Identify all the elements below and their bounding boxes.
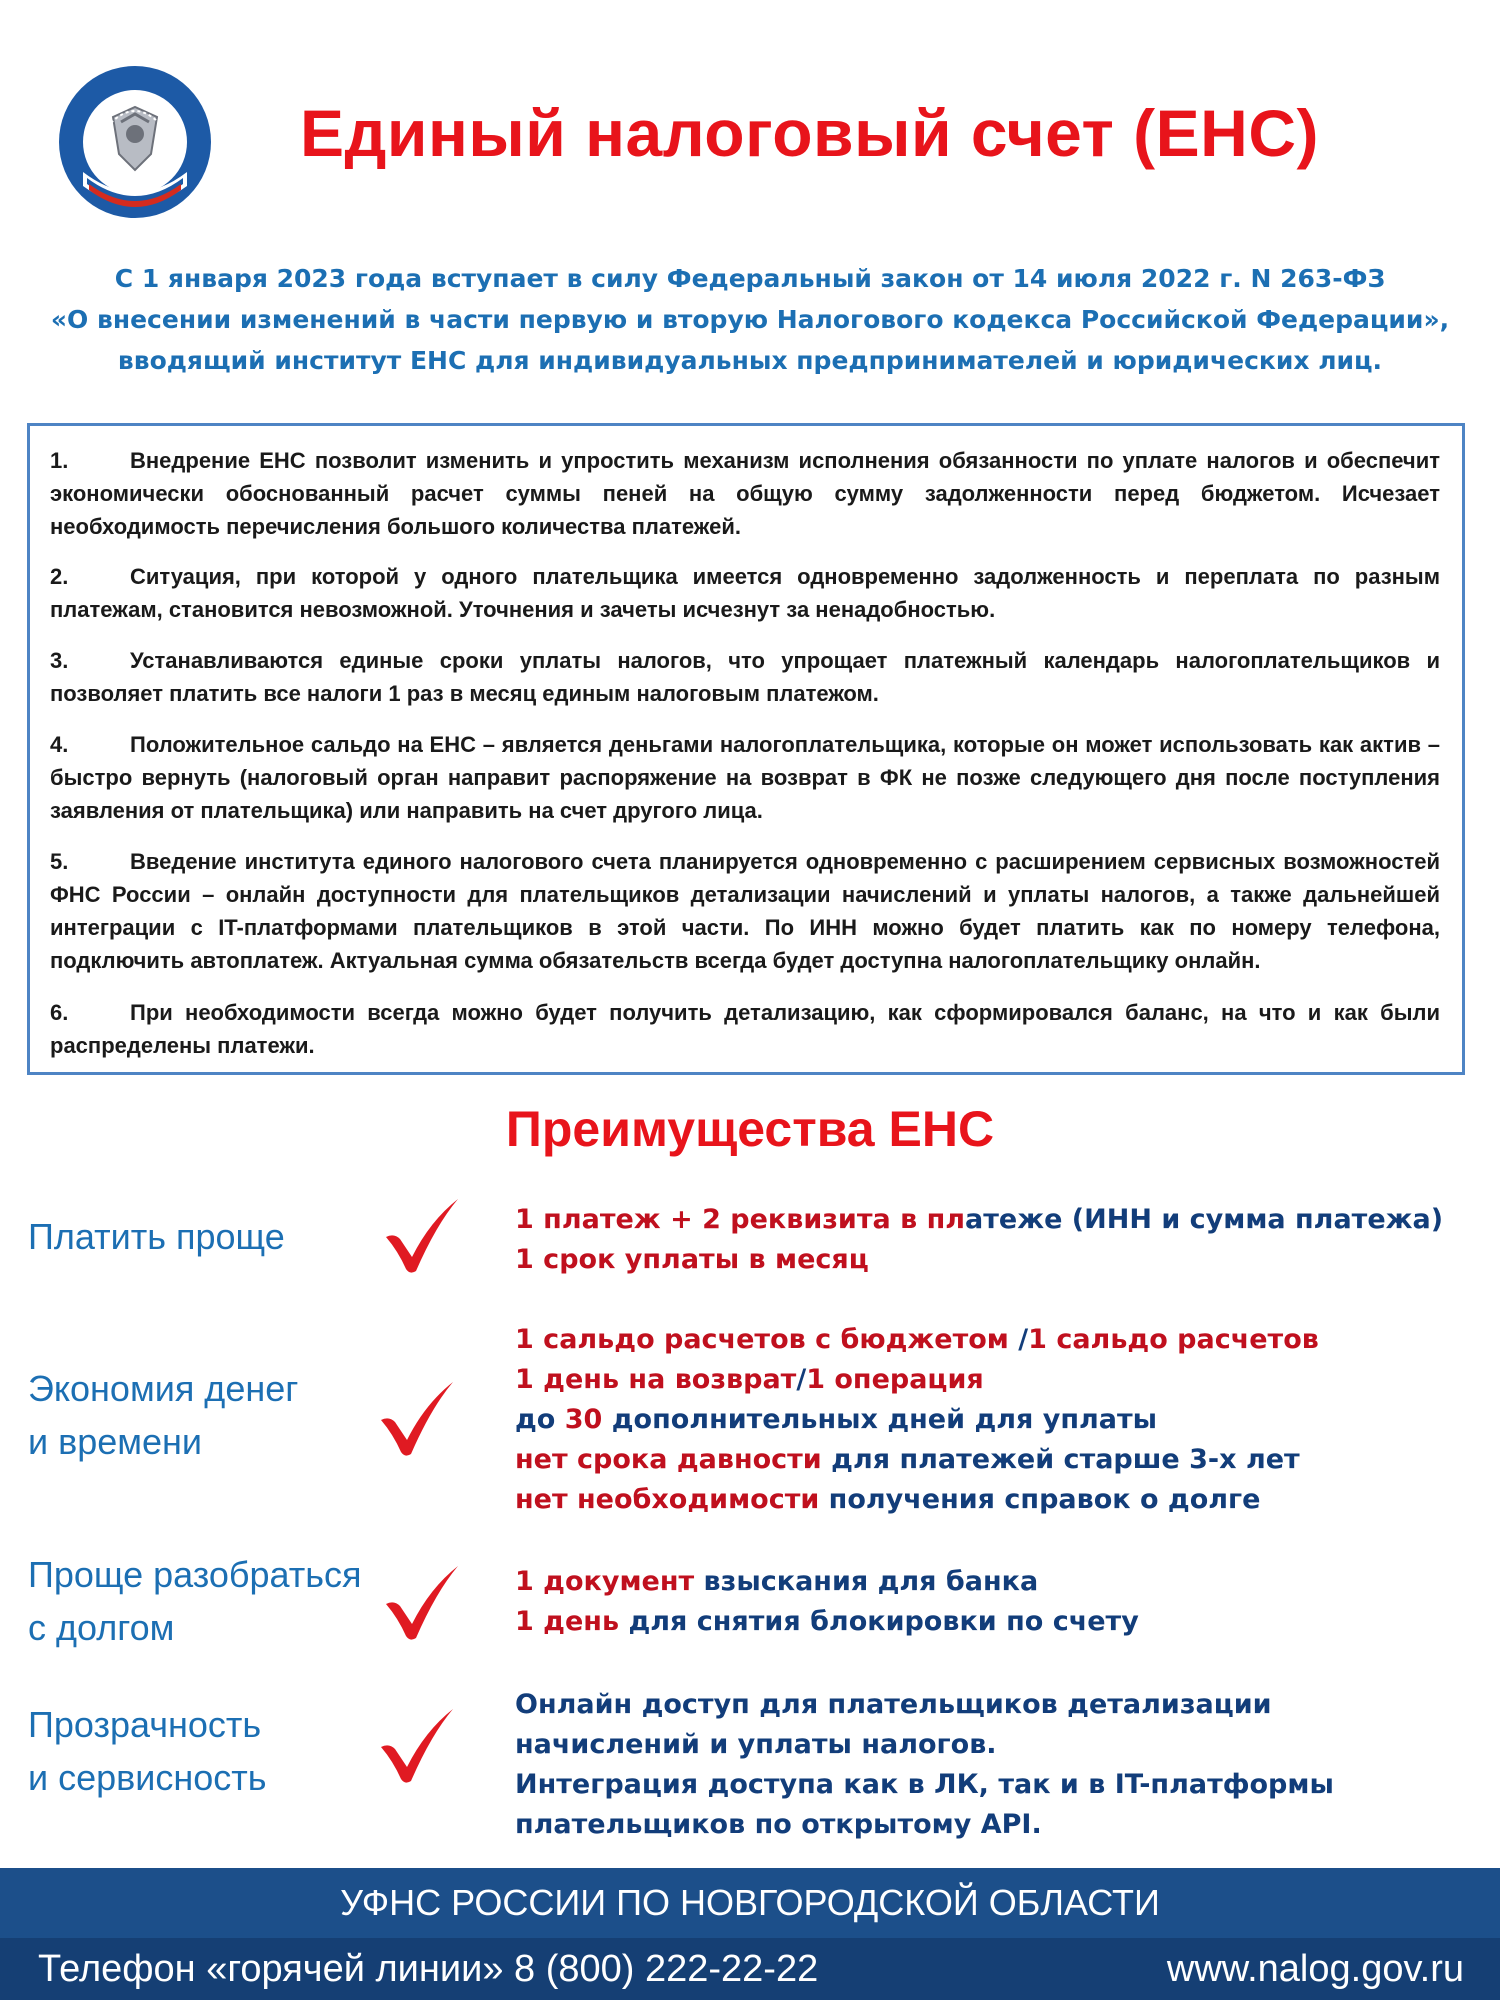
- advantage-label-line: Прозрачность: [28, 1704, 262, 1745]
- detail-fragment: для снятия блокировки по счету: [619, 1606, 1139, 1637]
- provision-item: [50, 444, 1440, 543]
- detail-line: начислений и уплаты налогов.: [515, 1729, 997, 1760]
- advantage-detail: [515, 1200, 1443, 1280]
- footer-org: УФНС РОССИИ ПО НОВГОРОДСКОЙ ОБЛАСТИ: [0, 1868, 1500, 1938]
- detail-fragment: /: [1018, 1324, 1029, 1355]
- detail-line: [515, 1440, 1319, 1480]
- provision-text: Введение института единого налогового счета планируется одновременно с расширением сервисных возможностей ФНС России – онлайн доступности для плательщиков детализации начислений и уплаты налогов, а также дальнейшей интеграции с IT-платформами плательщиков в этой части. По ИНН можно будет платить как по номеру телефона, подключить автоплатеж. Актуальная сумма обязательств всегда будет доступна налогоплательщику онлайн.: [50, 849, 1440, 973]
- detail-fragment: нет срока давности: [515, 1444, 822, 1475]
- detail-line: [515, 1240, 1443, 1280]
- detail-fragment: 1 операция: [806, 1364, 984, 1395]
- detail-fragment: /: [796, 1364, 807, 1395]
- detail-fragment: 1 день: [515, 1606, 620, 1637]
- provision-item: [50, 644, 1440, 710]
- advantage-detail: [515, 1685, 1334, 1845]
- detail-fragment: взыскания для банка: [694, 1566, 1039, 1597]
- detail-fragment: 1 сальдо расчетов: [1028, 1324, 1319, 1355]
- website-link[interactable]: www.nalog.gov.ru: [1166, 1948, 1464, 1990]
- detail-line: [515, 1480, 1319, 1520]
- advantage-label: [28, 1548, 362, 1654]
- intro-line: вводящий институт ЕНС для индивидуальных предпринимателей и юридических лиц.: [117, 346, 1383, 375]
- advantage-label-line: и времени: [28, 1421, 203, 1462]
- detail-fragment: 1 документ: [515, 1566, 695, 1597]
- checkmark-icon: [375, 1705, 455, 1785]
- detail-fragment: нет необходимости: [515, 1484, 820, 1515]
- detail-fragment: атеже (ИНН и сумма платежа): [965, 1204, 1444, 1235]
- provision-text: Внедрение ЕНС позволит изменить и упростить механизм исполнения обязанности по уплате налогов и обеспечит экономически обоснованный расчет суммы пеней на общую сумму задолженности перед бюджетом. Исчезает необходимость перечисления большого количества платежей.: [50, 448, 1440, 539]
- checkmark-icon: [375, 1378, 455, 1458]
- detail-fragment: 1 день на возврат: [515, 1364, 797, 1395]
- provision-number: 2.: [50, 564, 69, 589]
- footer-contacts: [0, 1938, 1500, 2000]
- provision-text: Устанавливаются единые сроки уплаты налогов, что упрощает платежный календарь налогоплательщиков и позволяет платить все налоги 1 раз в месяц единым налоговым платежом.: [50, 648, 1440, 706]
- provision-item: [50, 560, 1440, 626]
- advantage-label-line: Экономия денег: [28, 1368, 299, 1409]
- detail-fragment: дополнительных дней для уплаты: [602, 1404, 1158, 1435]
- advantage-label: [28, 1210, 285, 1263]
- advantage-label: [28, 1698, 267, 1804]
- intro-text: [40, 258, 1460, 381]
- detail-fragment: 1 платеж + 2 реквизита в пл: [515, 1204, 966, 1235]
- detail-fragment: 1 срок уплаты в месяц: [515, 1244, 869, 1275]
- detail-fragment: 1 сальдо расчетов с бюджетом: [515, 1324, 1019, 1355]
- advantage-label-line: Платить проще: [28, 1216, 285, 1257]
- detail-line: Интеграция доступа как в ЛК, так и в IT-платформы: [515, 1769, 1334, 1800]
- advantage-detail: [515, 1562, 1139, 1642]
- detail-fragment: получения справок о долге: [819, 1484, 1261, 1515]
- provision-item: [50, 845, 1440, 977]
- provision-item: [50, 996, 1440, 1062]
- provision-number: 5.: [50, 849, 69, 874]
- detail-fragment: до: [515, 1404, 565, 1435]
- detail-line: [515, 1200, 1443, 1240]
- detail-line: [515, 1320, 1319, 1360]
- detail-line: [515, 1562, 1139, 1602]
- provisions-box: [27, 423, 1465, 1075]
- detail-line: [515, 1360, 1319, 1400]
- checkmark-icon: [380, 1562, 460, 1642]
- provision-text: Ситуация, при которой у одного плательщика имеется одновременно задолженность и переплата по разным платежам, становится невозможной. Уточнения и зачеты исчезнут за ненадобностью.: [50, 564, 1440, 622]
- detail-fragment: 30: [564, 1404, 603, 1435]
- advantage-label-line: Проще разобраться: [28, 1554, 362, 1595]
- fns-emblem-icon: [55, 62, 215, 222]
- detail-fragment: для платежей старше 3-х лет: [821, 1444, 1300, 1475]
- advantages-heading: Преимущества ЕНС: [505, 1101, 995, 1157]
- fns-logo: [55, 62, 215, 222]
- provision-number: 6.: [50, 1000, 69, 1025]
- advantage-label-line: и сервисность: [28, 1757, 267, 1798]
- hotline-text: Телефон «горячей линии» 8 (800) 222-22-22: [38, 1948, 819, 1990]
- intro-line: «О внесении изменений в части первую и вторую Налогового кодекса Российской Федерации»,: [50, 305, 1450, 334]
- provision-number: 3.: [50, 648, 69, 673]
- advantage-label: [28, 1362, 298, 1468]
- provision-number: 4.: [50, 732, 69, 757]
- advantage-label-line: с долгом: [28, 1607, 175, 1648]
- detail-line: [515, 1400, 1319, 1440]
- provision-text: При необходимости всегда можно будет получить детализацию, как сформировался баланс, на что и как были распределены платежи.: [50, 1000, 1440, 1058]
- page-title: Единый налоговый счет (ЕНС): [300, 96, 1319, 170]
- provision-item: [50, 728, 1440, 827]
- checkmark-icon: [380, 1195, 460, 1275]
- detail-line: [515, 1602, 1139, 1642]
- detail-line: плательщиков по открытому API.: [515, 1809, 1042, 1840]
- intro-line: С 1 января 2023 года вступает в силу Федеральный закон от 14 июля 2022 г. N 263-ФЗ: [114, 264, 1386, 293]
- detail-line: Онлайн доступ для плательщиков детализации: [515, 1689, 1272, 1720]
- advantage-detail: [515, 1320, 1319, 1520]
- provision-number: 1.: [50, 448, 69, 473]
- provision-text: Положительное сальдо на ЕНС – является деньгами налогоплательщика, которые он может использовать как актив – быстро вернуть (налоговый орган направит распоряжение на возврат в ФК не позже следующего дня после поступления заявления от плательщика) или направить на счет другого лица.: [50, 732, 1440, 823]
